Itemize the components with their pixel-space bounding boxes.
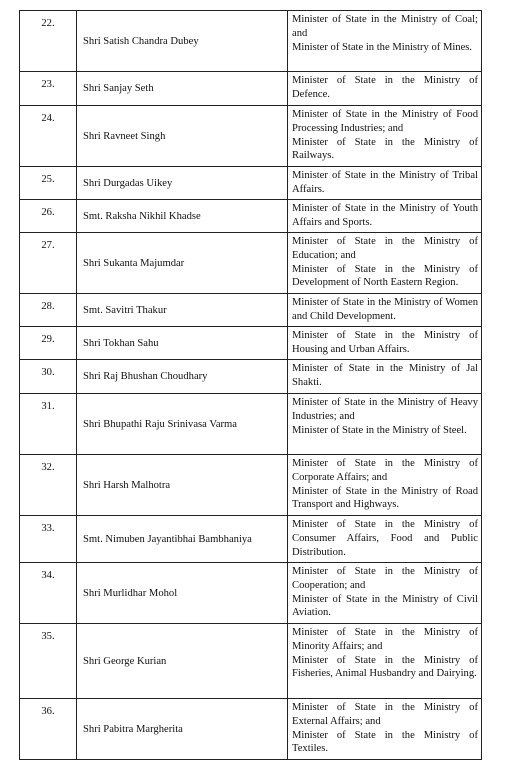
- minister-name: Shri Satish Chandra Dubey: [77, 11, 288, 72]
- portfolio-text: Minister of State in the Ministry of Development of North Eastern Region.: [292, 263, 478, 289]
- portfolio-text: Minister of State in the Ministry of Housing and Urban Affairs.: [292, 330, 478, 355]
- serial-number: 22.: [20, 11, 77, 72]
- portfolio-text: Minister of State in the Ministry of Youth Affairs and Sports.: [292, 203, 478, 228]
- portfolio-cell: [288, 455, 482, 516]
- serial-number: 30.: [20, 360, 77, 394]
- minister-name: Shri Pabitra Margherita: [77, 699, 288, 760]
- ministers-table: [19, 10, 482, 760]
- minister-name: Shri George Kurian: [77, 624, 288, 699]
- portfolio-text: Minister of State in the Ministry of Education; and: [292, 236, 478, 261]
- serial-number: 24.: [20, 106, 77, 167]
- serial-number: 31.: [20, 394, 77, 455]
- portfolio-text: Minister of State in the Ministry of Cooperation; and: [292, 566, 478, 591]
- minister-name: Shri Raj Bhushan Choudhary: [77, 360, 288, 394]
- portfolio-cell: [288, 106, 482, 167]
- serial-number: 29.: [20, 327, 77, 360]
- portfolio-text: Minister of State in the Ministry of Defence.: [292, 75, 478, 100]
- serial-number: 23.: [20, 72, 77, 106]
- minister-name: Shri Sukanta Majumdar: [77, 233, 288, 294]
- portfolio-cell: [288, 394, 482, 455]
- serial-number: 36.: [20, 699, 77, 760]
- minister-name: Shri Harsh Malhotra: [77, 455, 288, 516]
- minister-name: Shri Tokhan Sahu: [77, 327, 288, 360]
- minister-name: Shri Murlidhar Mohol: [77, 563, 288, 624]
- portfolio-text: Minister of State in the Ministry of Jal Shakti.: [292, 363, 478, 388]
- table-row: [20, 294, 482, 327]
- minister-name: Smt. Savitri Thakur: [77, 294, 288, 327]
- serial-number: 27.: [20, 233, 77, 294]
- minister-name: Smt. Nimuben Jayantibhai Bambhaniya: [77, 516, 288, 563]
- portfolio-cell: [288, 167, 482, 200]
- portfolio-text: Minister of State in the Ministry of Heavy Industries; and: [292, 397, 478, 422]
- minister-name: Shri Ravneet Singh: [77, 106, 288, 167]
- table-row: [20, 563, 482, 624]
- table-row: [20, 167, 482, 200]
- table-row: [20, 233, 482, 294]
- table-row: [20, 360, 482, 394]
- portfolio-text: Minister of State in the Ministry of Fisheries, Animal Husbandry and Dairying.: [292, 654, 478, 680]
- minister-name: Shri Durgadas Uikey: [77, 167, 288, 200]
- portfolio-text: Minister of State in the Ministry of Women and Child Development.: [292, 297, 478, 322]
- portfolio-text: Minister of State in the Ministry of Food Processing Industries; and: [292, 109, 478, 134]
- portfolio-cell: [288, 563, 482, 624]
- serial-number: 26.: [20, 200, 77, 233]
- portfolio-text: Minister of State in the Ministry of Steel.: [292, 424, 467, 436]
- portfolio-text: Minister of State in the Ministry of Textiles.: [292, 729, 478, 755]
- portfolio-text: Minister of State in the Ministry of Minority Affairs; and: [292, 627, 478, 652]
- table-row: [20, 516, 482, 563]
- portfolio-cell: [288, 233, 482, 294]
- portfolio-text: Minister of State in the Ministry of Road Transport and Highways.: [292, 485, 478, 511]
- portfolio-text: Minister of State in the Ministry of Civil Aviation.: [292, 593, 478, 619]
- portfolio-text: Minister of State in the Ministry of Mines.: [292, 41, 473, 53]
- serial-number: 35.: [20, 624, 77, 699]
- portfolio-text: Minister of State in the Ministry of Coal; and: [292, 14, 478, 39]
- portfolio-cell: [288, 294, 482, 327]
- portfolio-cell: [288, 72, 482, 106]
- serial-number: 32.: [20, 455, 77, 516]
- portfolio-text: Minister of State in the Ministry of Tribal Affairs.: [292, 170, 478, 195]
- table-row: [20, 72, 482, 106]
- serial-number: 25.: [20, 167, 77, 200]
- portfolio-cell: [288, 327, 482, 360]
- table-row: [20, 699, 482, 760]
- portfolio-cell: [288, 11, 482, 72]
- portfolio-cell: [288, 624, 482, 699]
- table-row: [20, 106, 482, 167]
- portfolio-text: Minister of State in the Ministry of Corporate Affairs; and: [292, 458, 478, 483]
- table-row: [20, 200, 482, 233]
- table-row: [20, 455, 482, 516]
- minister-name: Smt. Raksha Nikhil Khadse: [77, 200, 288, 233]
- portfolio-cell: [288, 360, 482, 394]
- minister-name: Shri Sanjay Seth: [77, 72, 288, 106]
- serial-number: 33.: [20, 516, 77, 563]
- portfolio-cell: [288, 516, 482, 563]
- portfolio-text: Minister of State in the Ministry of Consumer Affairs, Food and Public Distribution.: [292, 519, 478, 558]
- portfolio-text: Minister of State in the Ministry of Railways.: [292, 136, 478, 162]
- minister-name: Shri Bhupathi Raju Srinivasa Varma: [77, 394, 288, 455]
- portfolio-text: Minister of State in the Ministry of External Affairs; and: [292, 702, 478, 727]
- table-row: [20, 394, 482, 455]
- table-row: [20, 327, 482, 360]
- portfolio-cell: [288, 699, 482, 760]
- table-row: [20, 11, 482, 72]
- serial-number: 34.: [20, 563, 77, 624]
- portfolio-cell: [288, 200, 482, 233]
- serial-number: 28.: [20, 294, 77, 327]
- table-row: [20, 624, 482, 699]
